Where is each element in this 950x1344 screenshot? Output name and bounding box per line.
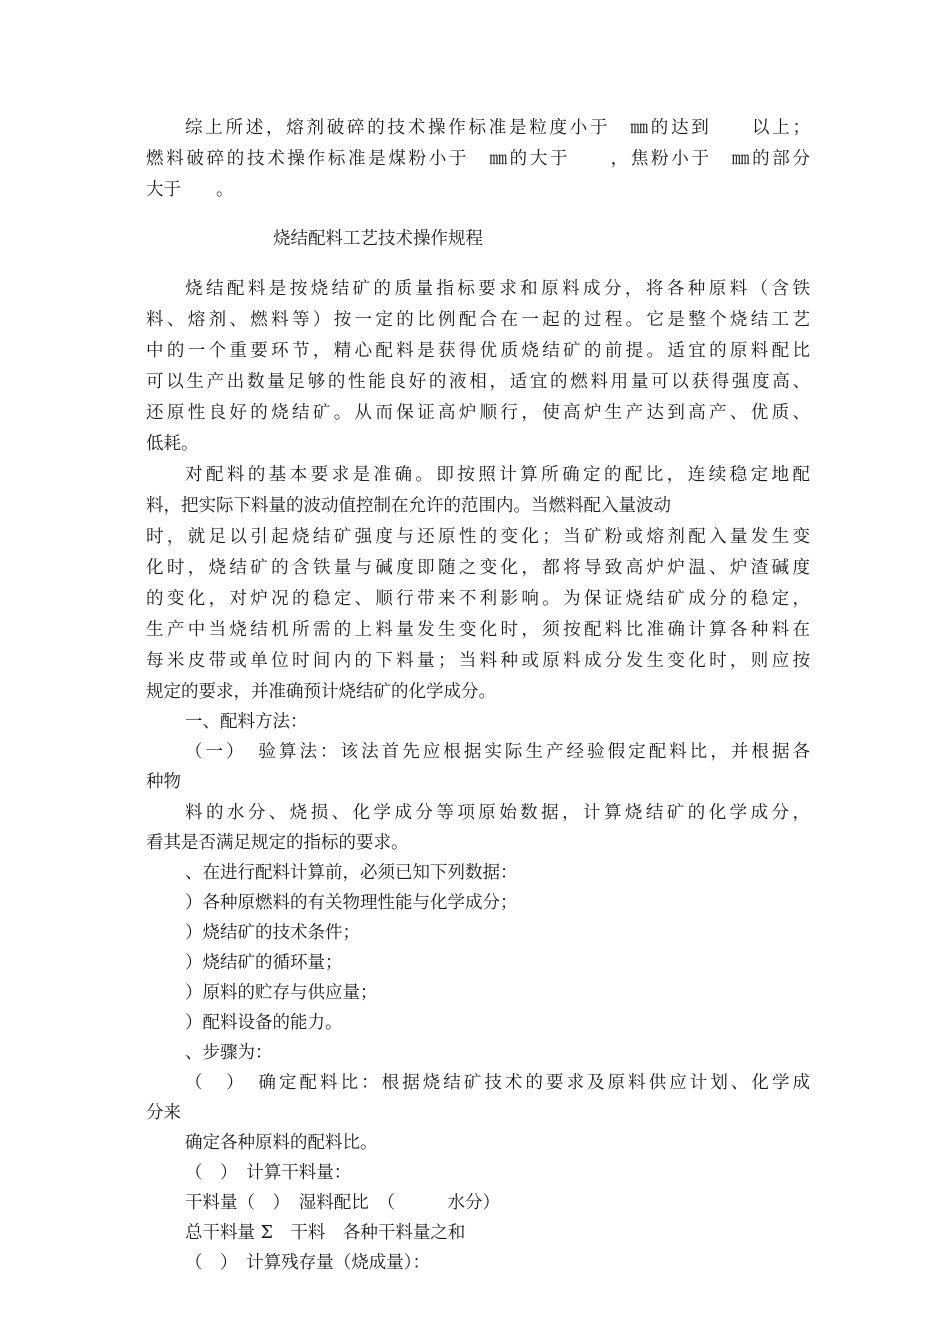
text-line: 烧结配料是按烧结矿的质量指标要求和原料成分，将各种原料（含铁 (185, 279, 810, 299)
text-line: 综上所述，熔剂破碎的技术操作标准是粒度小于 ㎜的达到 以上； (185, 118, 810, 138)
text-line: 分来 (146, 1103, 181, 1123)
text-line: 时，就足以引起烧结矿强度与还原性的变化；当矿粉或熔剂配入量发生变 (146, 527, 810, 547)
text-line: 可以生产出数量足够的性能良好的液相，适宜的燃料用量可以获得强度高、 (146, 372, 810, 392)
list-item: ）原料的贮存与供应量； (185, 983, 378, 1003)
text-line: 料，把实际下料量的波动值控制在允许的范围内。当燃料配入量波动 (146, 496, 671, 516)
text-line: 还原性良好的烧结矿。从而保证高炉顺行，使高炉生产达到高产、优质、 (146, 403, 810, 423)
text-line: 燃料破碎的技术操作标准是煤粉小于 ㎜的大于 ，焦粉小于 ㎜的部分 (146, 149, 810, 169)
list-item: ）烧结矿的循环量； (185, 953, 343, 973)
text-line: 料、熔剂、燃料等）按一定的比例配合在一起的过程。它是整个烧结工艺 (146, 310, 810, 330)
text-line: 对配料的基本要求是准确。即按照计算所确定的配比，连续稳定地配 (185, 465, 810, 485)
text-line: 看其是否满足规定的指标的要求。 (146, 833, 409, 853)
list-item: ）配料设备的能力。 (185, 1013, 343, 1033)
text-line: （ ） 计算干料量： (185, 1163, 352, 1183)
text-line: 的变化，对炉况的稳定、顺行带来不利影响。为保证烧结矿成分的稳定， (146, 589, 810, 609)
text-line: 一、配料方法： (185, 712, 308, 732)
list-item: ）烧结矿的技术条件； (185, 923, 360, 943)
text-line: 化时，烧结矿的含铁量与碱度即随之变化，都将导致高炉炉温、炉渣碱度 (146, 558, 810, 578)
text-line: （ ） 确定配料比：根据烧结矿技术的要求及原料供应计划、化学成 (185, 1073, 810, 1093)
text-line: 中的一个重要环节，精心配料是获得优质烧结矿的前提。适宜的原料配比 (146, 341, 810, 361)
text-line: 确定各种原料的配料比。 (185, 1133, 378, 1153)
text-line: 种物 (146, 772, 181, 792)
text-line: 生产中当烧结机所需的上料量发生变化时，须按配料比准确计算各种料在 (146, 620, 810, 640)
text-line: 、步骤为： (185, 1043, 273, 1063)
formula-line: 干料量（ ） 湿料配比 （ 水分） (185, 1193, 500, 1213)
text-line: （ ） 计算残存量（烧成量）： (185, 1253, 430, 1273)
formula-line: 总干料量 Σ 干料 各种干料量之和 (185, 1223, 466, 1243)
text-line: 大于 。 (146, 180, 234, 200)
text-line: 每米皮带或单位时间内的下料量；当料种或原料成分发生变化时，则应按 (146, 651, 810, 671)
text-line: 规定的要求，并准确预计烧结矿的化学成分。 (146, 682, 496, 702)
text-line: 低耗。 (146, 434, 199, 454)
list-item: ）各种原燃料的有关物理性能与化学成分； (185, 893, 518, 913)
text-line: 料的水分、烧损、化学成分等项原始数据，计算烧结矿的化学成分， (185, 803, 810, 823)
section-title: 烧结配料工艺技术操作规程 (273, 229, 483, 249)
text-line: （一） 验算法：该法首先应根据实际生产经验假定配料比，并根据各 (185, 742, 810, 762)
text-line: 、在进行配料计算前，必须已知下列数据： (185, 863, 518, 883)
